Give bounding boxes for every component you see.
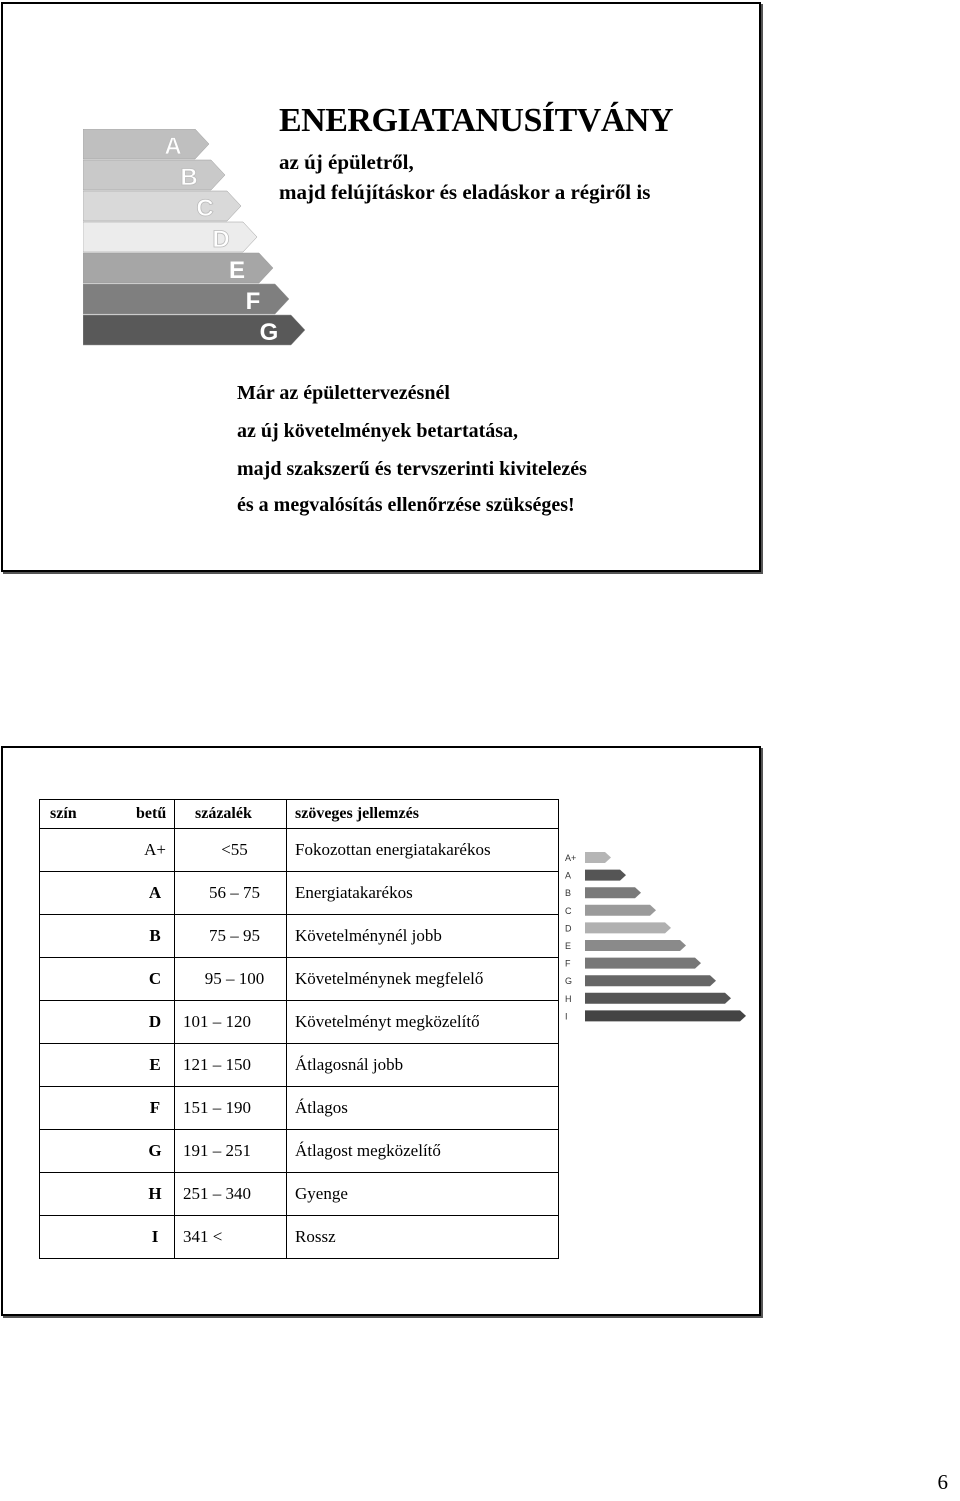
table-row <box>40 1216 559 1259</box>
slide-energy-certificate <box>1 2 761 572</box>
small-scale-bar <box>585 993 731 1004</box>
scale-letter-g: G <box>259 319 279 346</box>
scale-band-d <box>83 222 257 253</box>
body-line-4: és a megvalósítás ellenőrzése szükséges! <box>237 494 575 516</box>
small-scale-bar <box>585 922 671 933</box>
small-scale-bar <box>585 1010 746 1021</box>
rating-percent: <55 <box>175 829 287 872</box>
small-scale-row <box>565 975 716 986</box>
rating-table <box>39 799 559 1259</box>
small-scale-bar <box>585 852 611 863</box>
color-cell <box>40 1087 137 1130</box>
rating-description: Követelménynek megfelelő <box>287 958 559 1001</box>
scale-letter-a: A <box>164 133 182 160</box>
scale-band-c <box>83 191 241 222</box>
small-scale-letter: E <box>565 941 572 951</box>
color-cell <box>40 829 137 872</box>
small-scale-row <box>565 905 656 916</box>
table-row <box>40 829 559 872</box>
rating-letter: B <box>136 915 175 958</box>
color-cell <box>40 1130 137 1173</box>
rating-description: Átlagos <box>287 1087 559 1130</box>
small-scale-bar <box>585 940 686 951</box>
rating-percent: 251 – 340 <box>175 1173 287 1216</box>
page-number: 6 <box>937 1470 948 1494</box>
table-row <box>40 1173 559 1216</box>
small-scale-letter: B <box>565 888 572 899</box>
small-scale-bar <box>585 887 641 898</box>
small-scale-bar <box>585 958 701 969</box>
energy-scale-small <box>561 848 761 1038</box>
rating-percent: 75 – 95 <box>175 915 287 958</box>
rating-letter: F <box>136 1087 175 1130</box>
table-row <box>40 872 559 915</box>
header-color: szín <box>40 800 137 829</box>
small-scale-row <box>565 852 611 863</box>
small-scale-letter: F <box>565 958 571 969</box>
table-row <box>40 1087 559 1130</box>
rating-description: Átlagost megközelítő <box>287 1130 559 1173</box>
table-row <box>40 915 559 958</box>
small-scale-row <box>565 887 641 898</box>
scale-letter-f: F <box>245 288 261 315</box>
small-scale-bar <box>585 975 716 986</box>
rating-letter: A <box>136 872 175 915</box>
rating-letter: E <box>136 1044 175 1087</box>
scale-band-a <box>83 129 209 160</box>
rating-description: Átlagosnál jobb <box>287 1044 559 1087</box>
rating-description: Energiatakarékos <box>287 872 559 915</box>
color-cell <box>40 1044 137 1087</box>
small-scale-bar <box>585 905 656 916</box>
rating-percent: 95 – 100 <box>175 958 287 1001</box>
color-cell <box>40 1173 137 1216</box>
scale-band-g <box>83 315 305 346</box>
table-row <box>40 1001 559 1044</box>
rating-letter: I <box>136 1216 175 1259</box>
scale-letter-e: E <box>228 257 246 284</box>
rating-letter: C <box>136 958 175 1001</box>
rating-percent: 56 – 75 <box>175 872 287 915</box>
small-scale-row <box>565 870 626 881</box>
table-row <box>40 1130 559 1173</box>
table-row <box>40 1044 559 1087</box>
slide-title: ENERGIATANUSÍTVÁNY <box>279 102 674 139</box>
header-description: szöveges jellemzés <box>287 800 559 829</box>
rating-letter: H <box>136 1173 175 1216</box>
color-cell <box>40 1216 137 1259</box>
table-row <box>40 958 559 1001</box>
slide-rating-table <box>1 746 761 1316</box>
subtitle-line-2: majd felújításkor és eladáskor a régiről is <box>279 180 651 204</box>
body-line-2: az új követelmények betartatása, <box>237 420 519 442</box>
small-scale-letter: D <box>565 923 572 934</box>
color-cell <box>40 958 137 1001</box>
scale-letter-c: C <box>196 195 214 222</box>
header-percent: százalék <box>175 800 287 829</box>
rating-letter: D <box>136 1001 175 1044</box>
subtitle-line-1: az új épületről, <box>279 150 414 174</box>
rating-description: Követelményt megközelítő <box>287 1001 559 1044</box>
rating-description: Követelménynél jobb <box>287 915 559 958</box>
rating-description: Gyenge <box>287 1173 559 1216</box>
small-scale-letter: I <box>565 1011 568 1022</box>
body-line-1: Már az épülettervezésnél <box>237 382 450 404</box>
color-cell <box>40 915 137 958</box>
small-scale-letter: A+ <box>565 853 577 863</box>
energy-scale-bars <box>561 848 761 1038</box>
color-cell <box>40 872 137 915</box>
body-line-3: majd szakszerű és tervszerinti kivitelezés <box>237 458 587 480</box>
small-scale-row <box>565 958 701 969</box>
rating-description: Rossz <box>287 1216 559 1259</box>
small-scale-letter: H <box>565 993 572 1004</box>
rating-percent: 191 – 251 <box>175 1130 287 1173</box>
header-letter: betű <box>136 800 175 829</box>
rating-percent: 101 – 120 <box>175 1001 287 1044</box>
rating-letter: A+ <box>136 829 175 872</box>
small-scale-letter: C <box>565 905 572 916</box>
color-cell <box>40 1001 137 1044</box>
rating-percent: 121 – 150 <box>175 1044 287 1087</box>
small-scale-letter: A <box>565 870 572 881</box>
small-scale-row <box>565 922 671 933</box>
small-scale-bar <box>585 870 626 881</box>
rating-letter: G <box>136 1130 175 1173</box>
rating-percent: 341 < <box>175 1216 287 1259</box>
scale-band-b <box>83 160 225 191</box>
scale-letter-b: B <box>180 164 198 191</box>
rating-description: Fokozottan energiatakarékos <box>287 829 559 872</box>
scale-band-f <box>83 284 289 315</box>
small-scale-row <box>565 940 686 951</box>
scale-letter-d: D <box>212 226 230 253</box>
scale-band-e <box>83 253 273 284</box>
small-scale-row <box>565 993 731 1004</box>
small-scale-letter: G <box>565 976 573 987</box>
table-header-row <box>40 800 559 829</box>
small-scale-row <box>565 1010 746 1021</box>
rating-percent: 151 – 190 <box>175 1087 287 1130</box>
